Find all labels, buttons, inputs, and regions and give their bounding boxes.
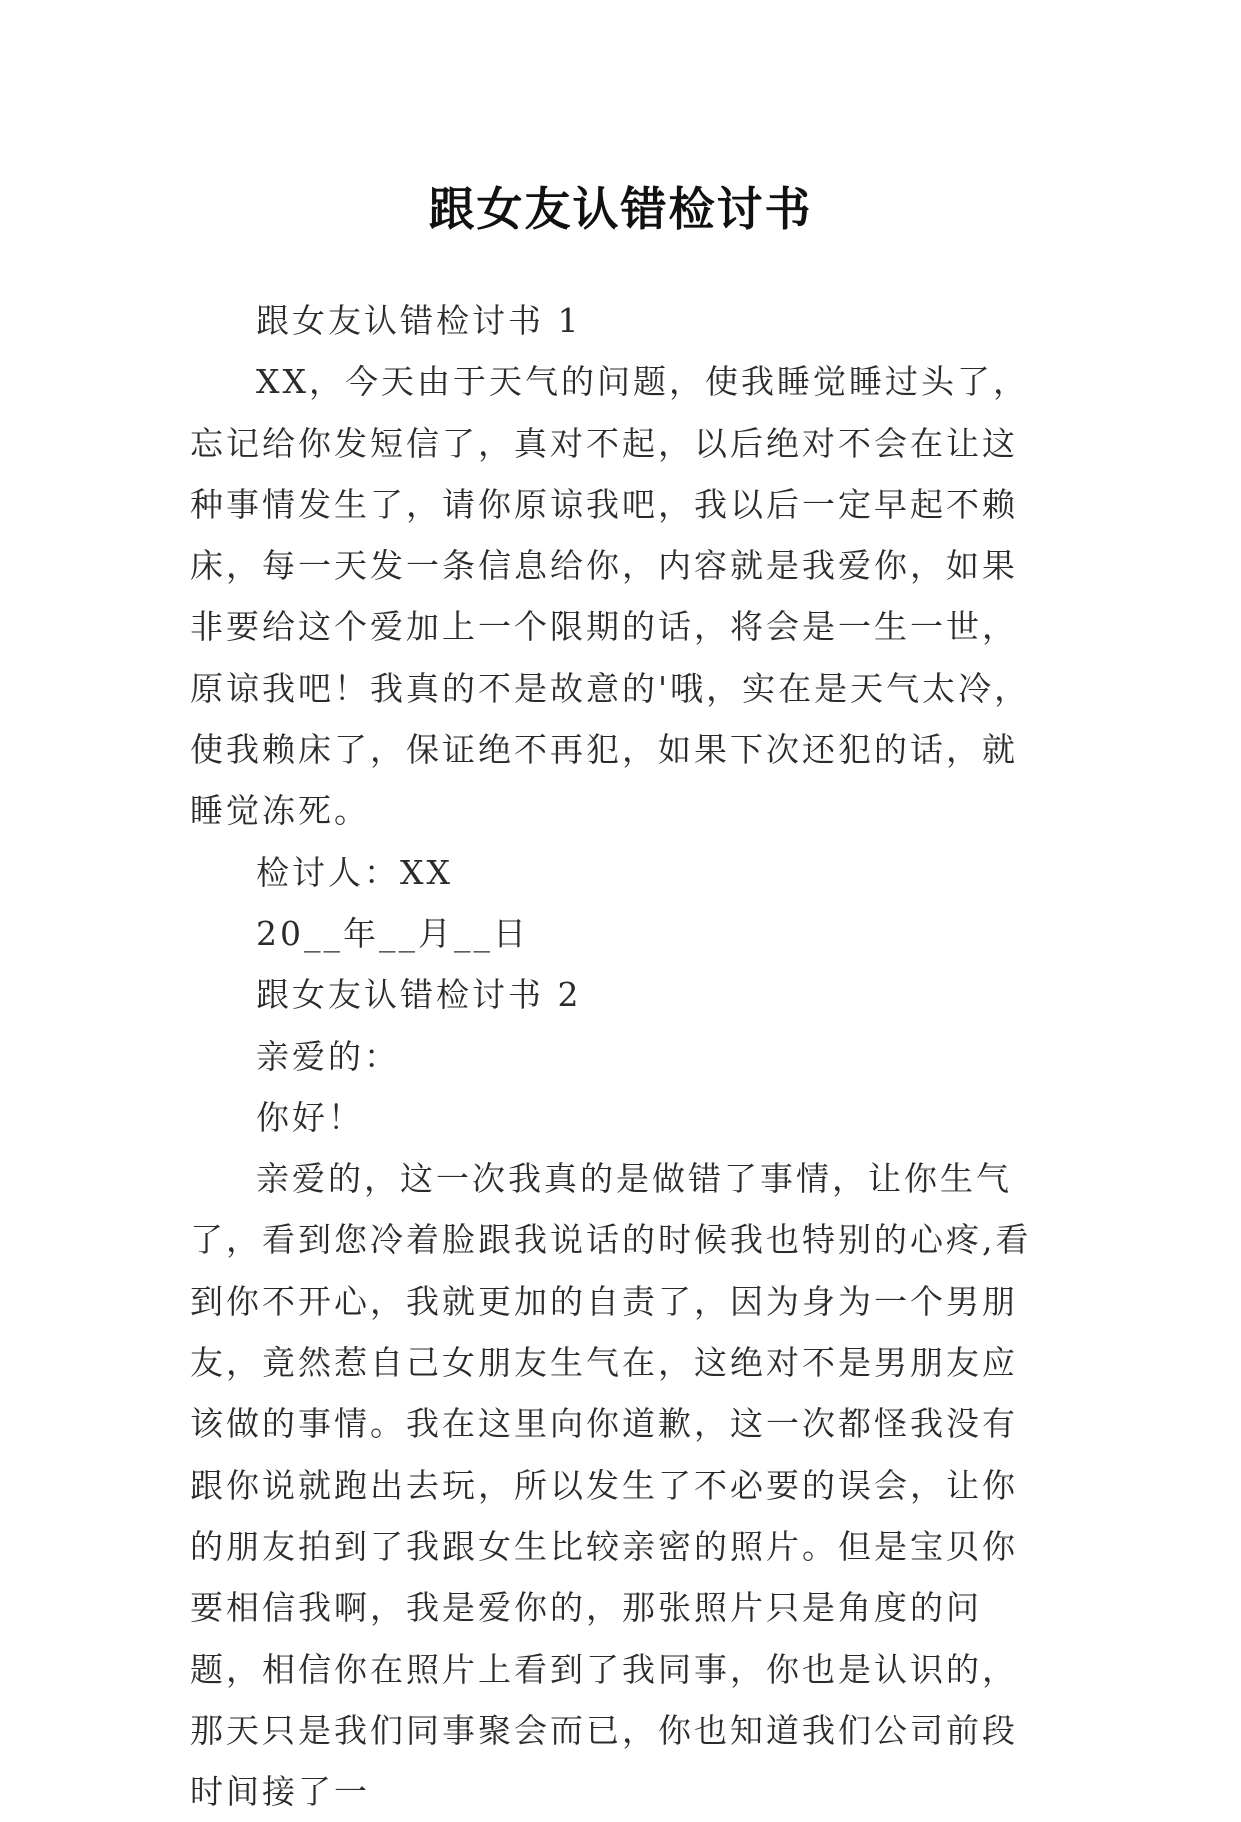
date-line: 20__年__月__日 <box>256 913 529 953</box>
document-title: 跟女友认错检讨书 <box>428 181 813 236</box>
section-heading-2: 跟女友认错检讨书 2 <box>256 975 582 1015</box>
salutation: 亲爱的： <box>256 1036 400 1076</box>
section-heading-1: 跟女友认错检讨书 1 <box>256 301 582 340</box>
body-paragraph-2: 亲爱的，这一次我真的是做错了事情，让你生气了，看到您冷着脸跟我说话的时候我也特别的心疼,看到你不开心，我就更加的自责了，因为身为一个男朋友，竟然惹自己女朋友生气在，这绝对不是男朋友应该做的事情。我在这里向你道歉，这一次都怪我没有跟你说就跑出去玩，所以发生了不必要的误会，让你的朋友拍到了我跟女生比较亲密的照片。但是宝贝你要相信我啊，我是爱你的，那张照片只是角度的问题，相信你在照片上看到了我同事，你也是认识的，那天只是我们同事聚会而已，你也知道我们公司前段时间接了一 <box>190 1159 1032 1812</box>
document-body <box>190 290 1050 1822</box>
body-paragraph-1: XX，今天由于天气的问题，使我睡觉睡过头了，忘记给你发短信了，真对不起，以后绝对不会在让这种事情发生了，请你原谅我吧，我以后一定早起不赖床，每一天发一条信息给你，内容就是我爱你，如果非要给这个爱加上一个限期的话，将会是一生一世，原谅我吧！我真的不是故意的'哦，实在是天气太冷，使我赖床了，保证绝不再犯，如果下次还犯的话，就睡觉冻死。 <box>190 362 1031 831</box>
greeting: 你好！ <box>256 1097 364 1137</box>
signature-line: 检讨人：XX <box>256 852 453 892</box>
